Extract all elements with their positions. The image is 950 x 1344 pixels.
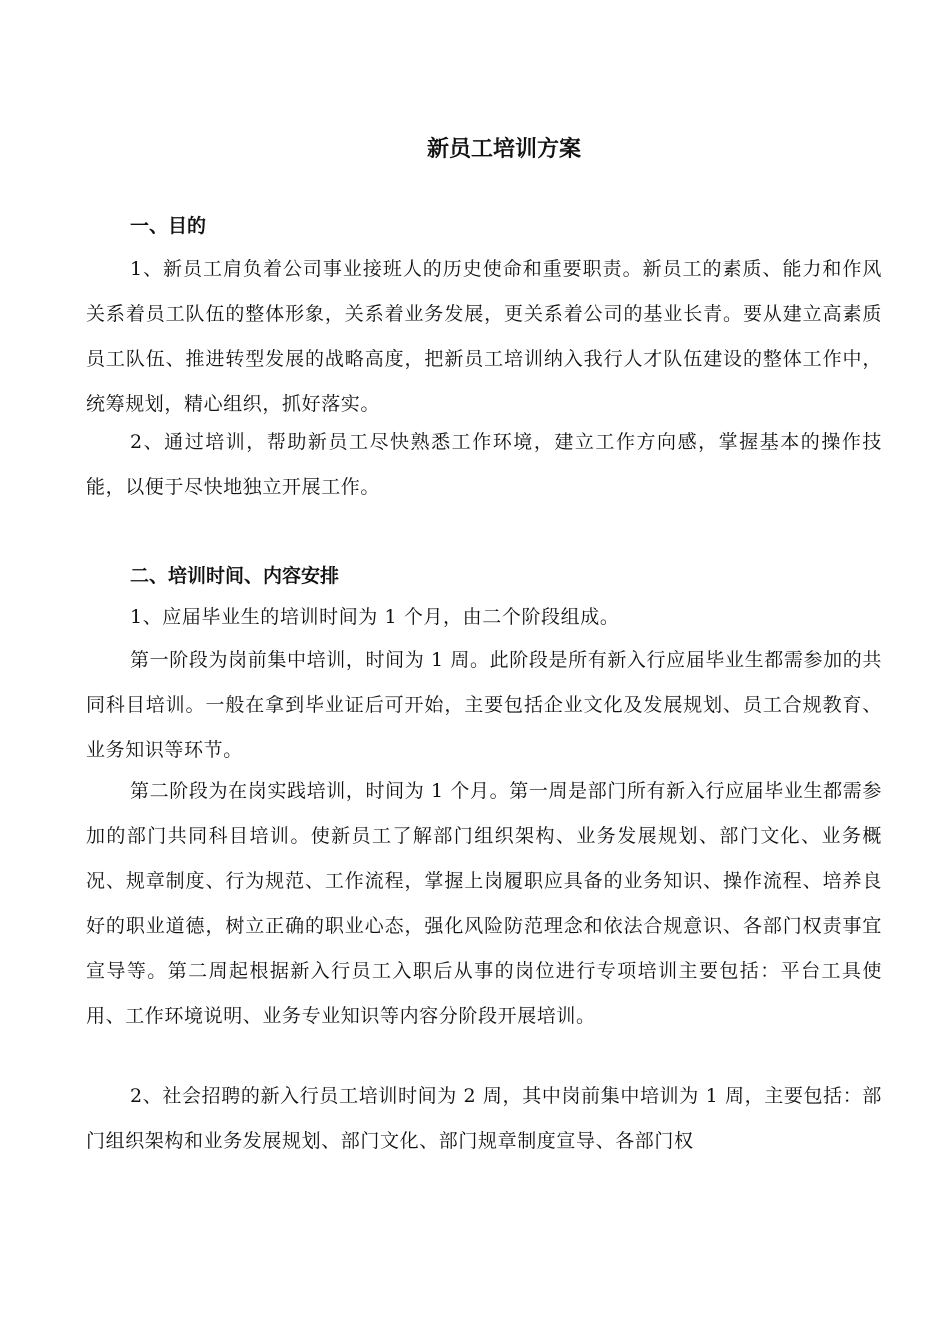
section-heading-schedule: 二、培训时间、内容安排 <box>130 565 340 587</box>
paragraph-schedule-1: 1、应届毕业生的培训时间为 1 个月，由二个阶段组成。 <box>130 606 620 628</box>
document-title: 新员工培训方案 <box>426 137 581 162</box>
document-page <box>86 0 882 1344</box>
paragraph-schedule-2: 2、社会招聘的新入行员工培训时间为 2 周，其中岗前集中培训为 1 周，主要包括：部门组织架构和业务发展规划、部门文化、部门规章制度宣导、各部门权 <box>86 1085 882 1152</box>
paragraph-purpose-2: 2、通过培训，帮助新员工尽快熟悉工作环境，建立工作方向感，掌握基本的操作技能，以便于尽快地独立开展工作。 <box>86 431 882 498</box>
paragraph-schedule-stage-2: 第二阶段为在岗实践培训，时间为 1 个月。第一周是部门所有新入行应届毕业生都需参加的部门共同科目培训。使新员工了解部门组织架构、业务发展规划、部门文化、业务概况、规章制度、行为规范、工作流程，掌握上岗履职应具备的业务知识、操作流程、培养良好的职业道德，树立正确的职业心态，强化风险防范理念和依法合规意识、各部门权责事宜宣导等。第二周起根据新入行员工入职后从事的岗位进行专项培训主要包括：平台工具使用、工作环境说明、业务专业知识等内容分阶段开展培训。 <box>86 780 882 1027</box>
section-heading-purpose: 一、目的 <box>130 215 207 237</box>
paragraph-purpose-1: 1、新员工肩负着公司事业接班人的历史使命和重要职责。新员工的素质、能力和作风关系着员工队伍的整体形象，关系着业务发展，更关系着公司的基业长青。要从建立高素质员工队伍、推进转型发展的战略高度，把新员工培训纳入我行人才队伍建设的整体工作中，统筹规划，精心组织，抓好落实。 <box>86 258 882 415</box>
paragraph-schedule-stage-1: 第一阶段为岗前集中培训，时间为 1 周。此阶段是所有新入行应届毕业生都需参加的共同科目培训。一般在拿到毕业证后可开始，主要包括企业文化及发展规划、员工合规教育、业务知识等环节。 <box>86 649 882 761</box>
